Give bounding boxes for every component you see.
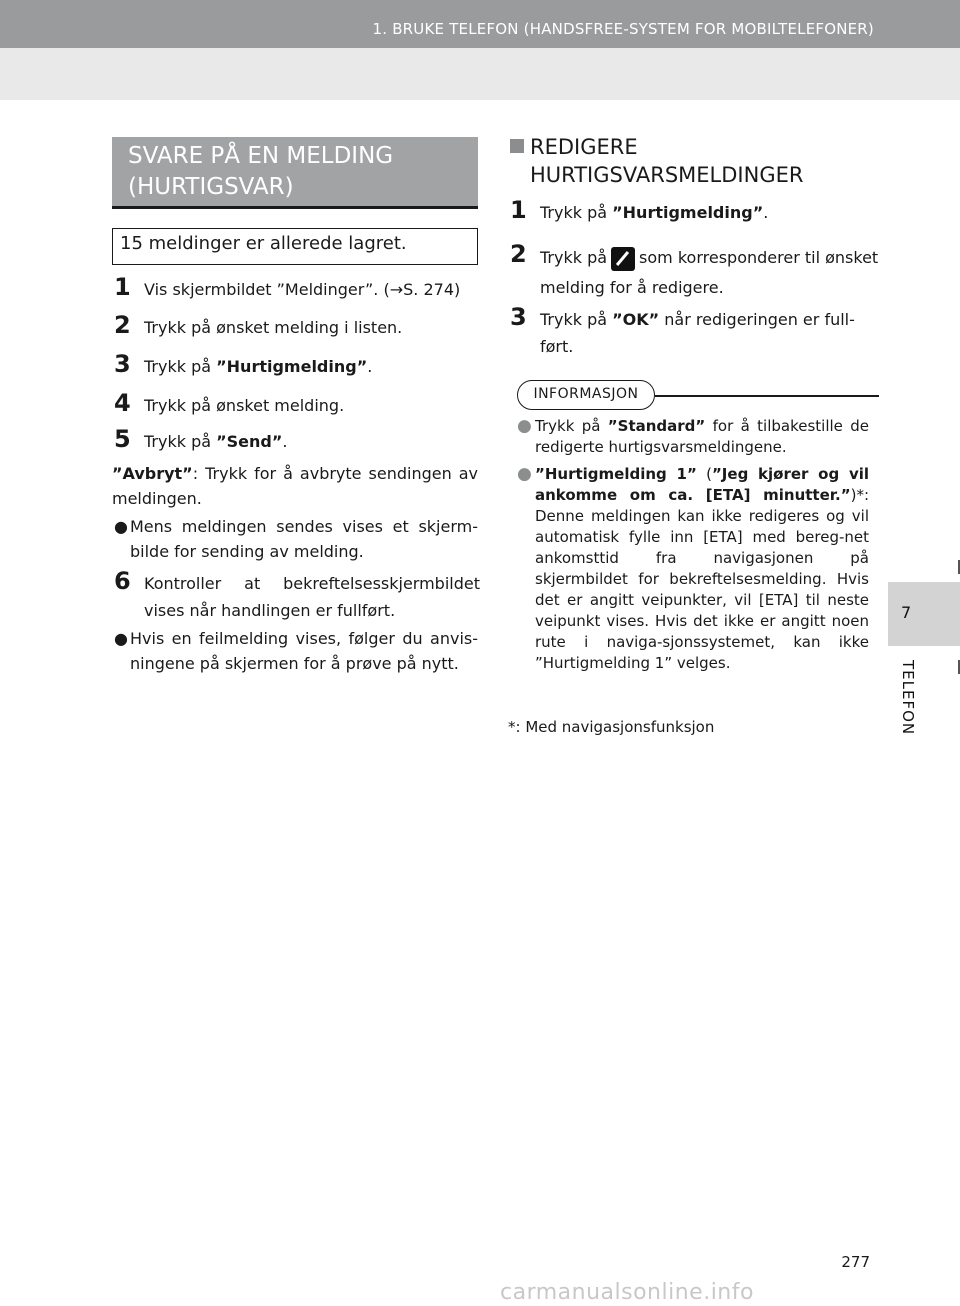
bullet-error [114,626,478,676]
step-number: 5 [114,425,131,453]
step-keyword: ”Send” [216,432,283,451]
step-text-continued: som korresponderer til ønsket melding for å redigere. [540,248,879,297]
step-suffix: . [763,203,769,222]
chapter-label: TELEFON [899,660,917,736]
info-divider [655,395,879,397]
step-number: 3 [114,350,131,378]
step-number: 1 [510,196,527,224]
section-title: SVARE PÅ EN MELDING (HURTIGSVAR) [112,137,478,209]
page-number: 277 [841,1253,870,1271]
step-keyword: ”OK” [612,310,660,329]
info-text: Trykk på [535,417,608,435]
info-label: INFORMASJON [517,380,655,410]
footnote: *: Med navigasjonsfunksjon [508,718,715,736]
info-bullet-hurtigmelding [517,464,869,674]
bullet-icon: ● [517,416,532,436]
step-number: 4 [114,389,131,417]
bullet-icon: ● [517,464,532,484]
step-number: 2 [510,240,527,268]
info-keyword: ”Hurtigmelding 1” [535,465,697,483]
step-number: 3 [510,303,527,331]
info-text-continued: )*: Denne meldingen kan ikke redigeres og vil automatisk fylle inn [ETA] med bereg-net ankomsttid fra navigasjonen på skjermbildet for bekreftelsesmelding. Hvis det er angitt veipunkter, vil [ETA] til neste veipunkt vises. Hvis det ikke er angitt noen rute i naviga-sjonssystemet, kan ikke ”Hurtigmelding 1” velges. [535,486,869,672]
step-keyword: ”Hurtigmelding” [216,357,368,376]
heading-text: REDIGERE HURTIGSVARSMELDINGER [530,135,804,187]
bullet-sending [114,514,478,564]
avbryt-keyword: ”Avbryt” [112,464,193,483]
header-subband [0,48,960,100]
step-suffix: . [282,432,288,451]
info-text: ( [696,465,712,483]
heading-marker-icon [510,139,524,153]
step-suffix: når redigeringen er full-ført. [540,310,855,356]
info-bullet-standard [517,416,869,458]
bullet-icon: ● [114,629,128,648]
bullet-icon: ● [114,517,128,536]
step-suffix: . [367,357,373,376]
step-text: Trykk på [144,357,217,376]
chapter-number: 7 [901,603,912,622]
info-keyword: ”Standard” [607,417,706,435]
note-box: 15 meldinger er allerede lagret. [112,228,478,265]
step-text: Trykk på ønsket melding. [144,396,345,415]
step-keyword: ”Hurtigmelding” [612,203,764,222]
info-keyword-message: ”Jeg kjører og vil ankomme om ca. [ETA] minutter.” [535,465,870,504]
chapter-title: 1. BRUKE TELEFON (HANDSFREE-SYSTEM FOR MOBILTELEFONER) [372,20,874,38]
step-text: Kontroller at bekreftelsesskjermbildet vises når handlingen er fullført. [144,574,480,620]
step-text: Vis skjermbildet ”Meldinger”. (→S. 274) [144,280,461,299]
watermark: carmanualsonline.info [500,1280,754,1305]
step-text: Trykk på ønsket melding i listen. [144,318,403,337]
info-text-continued: for å tilbakestille de redigerte hurtigsvarsmeldingene. [535,417,869,456]
step-number: 2 [114,311,131,339]
step-text: Trykk på [540,203,613,222]
section-heading [510,133,880,189]
step-text: Trykk på [540,310,613,329]
avbryt-paragraph [112,461,478,511]
chapter-tab [888,582,960,646]
step-number: 1 [114,273,131,301]
pencil-icon [611,247,635,271]
bullet-text: Hvis en feilmelding vises, følger du anvis-ningene på skjermen for å prøve på nytt. [130,629,478,673]
step-text: Trykk på [144,432,217,451]
avbryt-text: : Trykk for å avbryte sendingen av meldingen. [112,464,478,508]
bullet-text: Mens meldingen sendes vises et skjerm-bilde for sending av melding. [130,517,478,561]
step-number: 6 [114,567,131,595]
step-text: Trykk på [540,248,608,267]
